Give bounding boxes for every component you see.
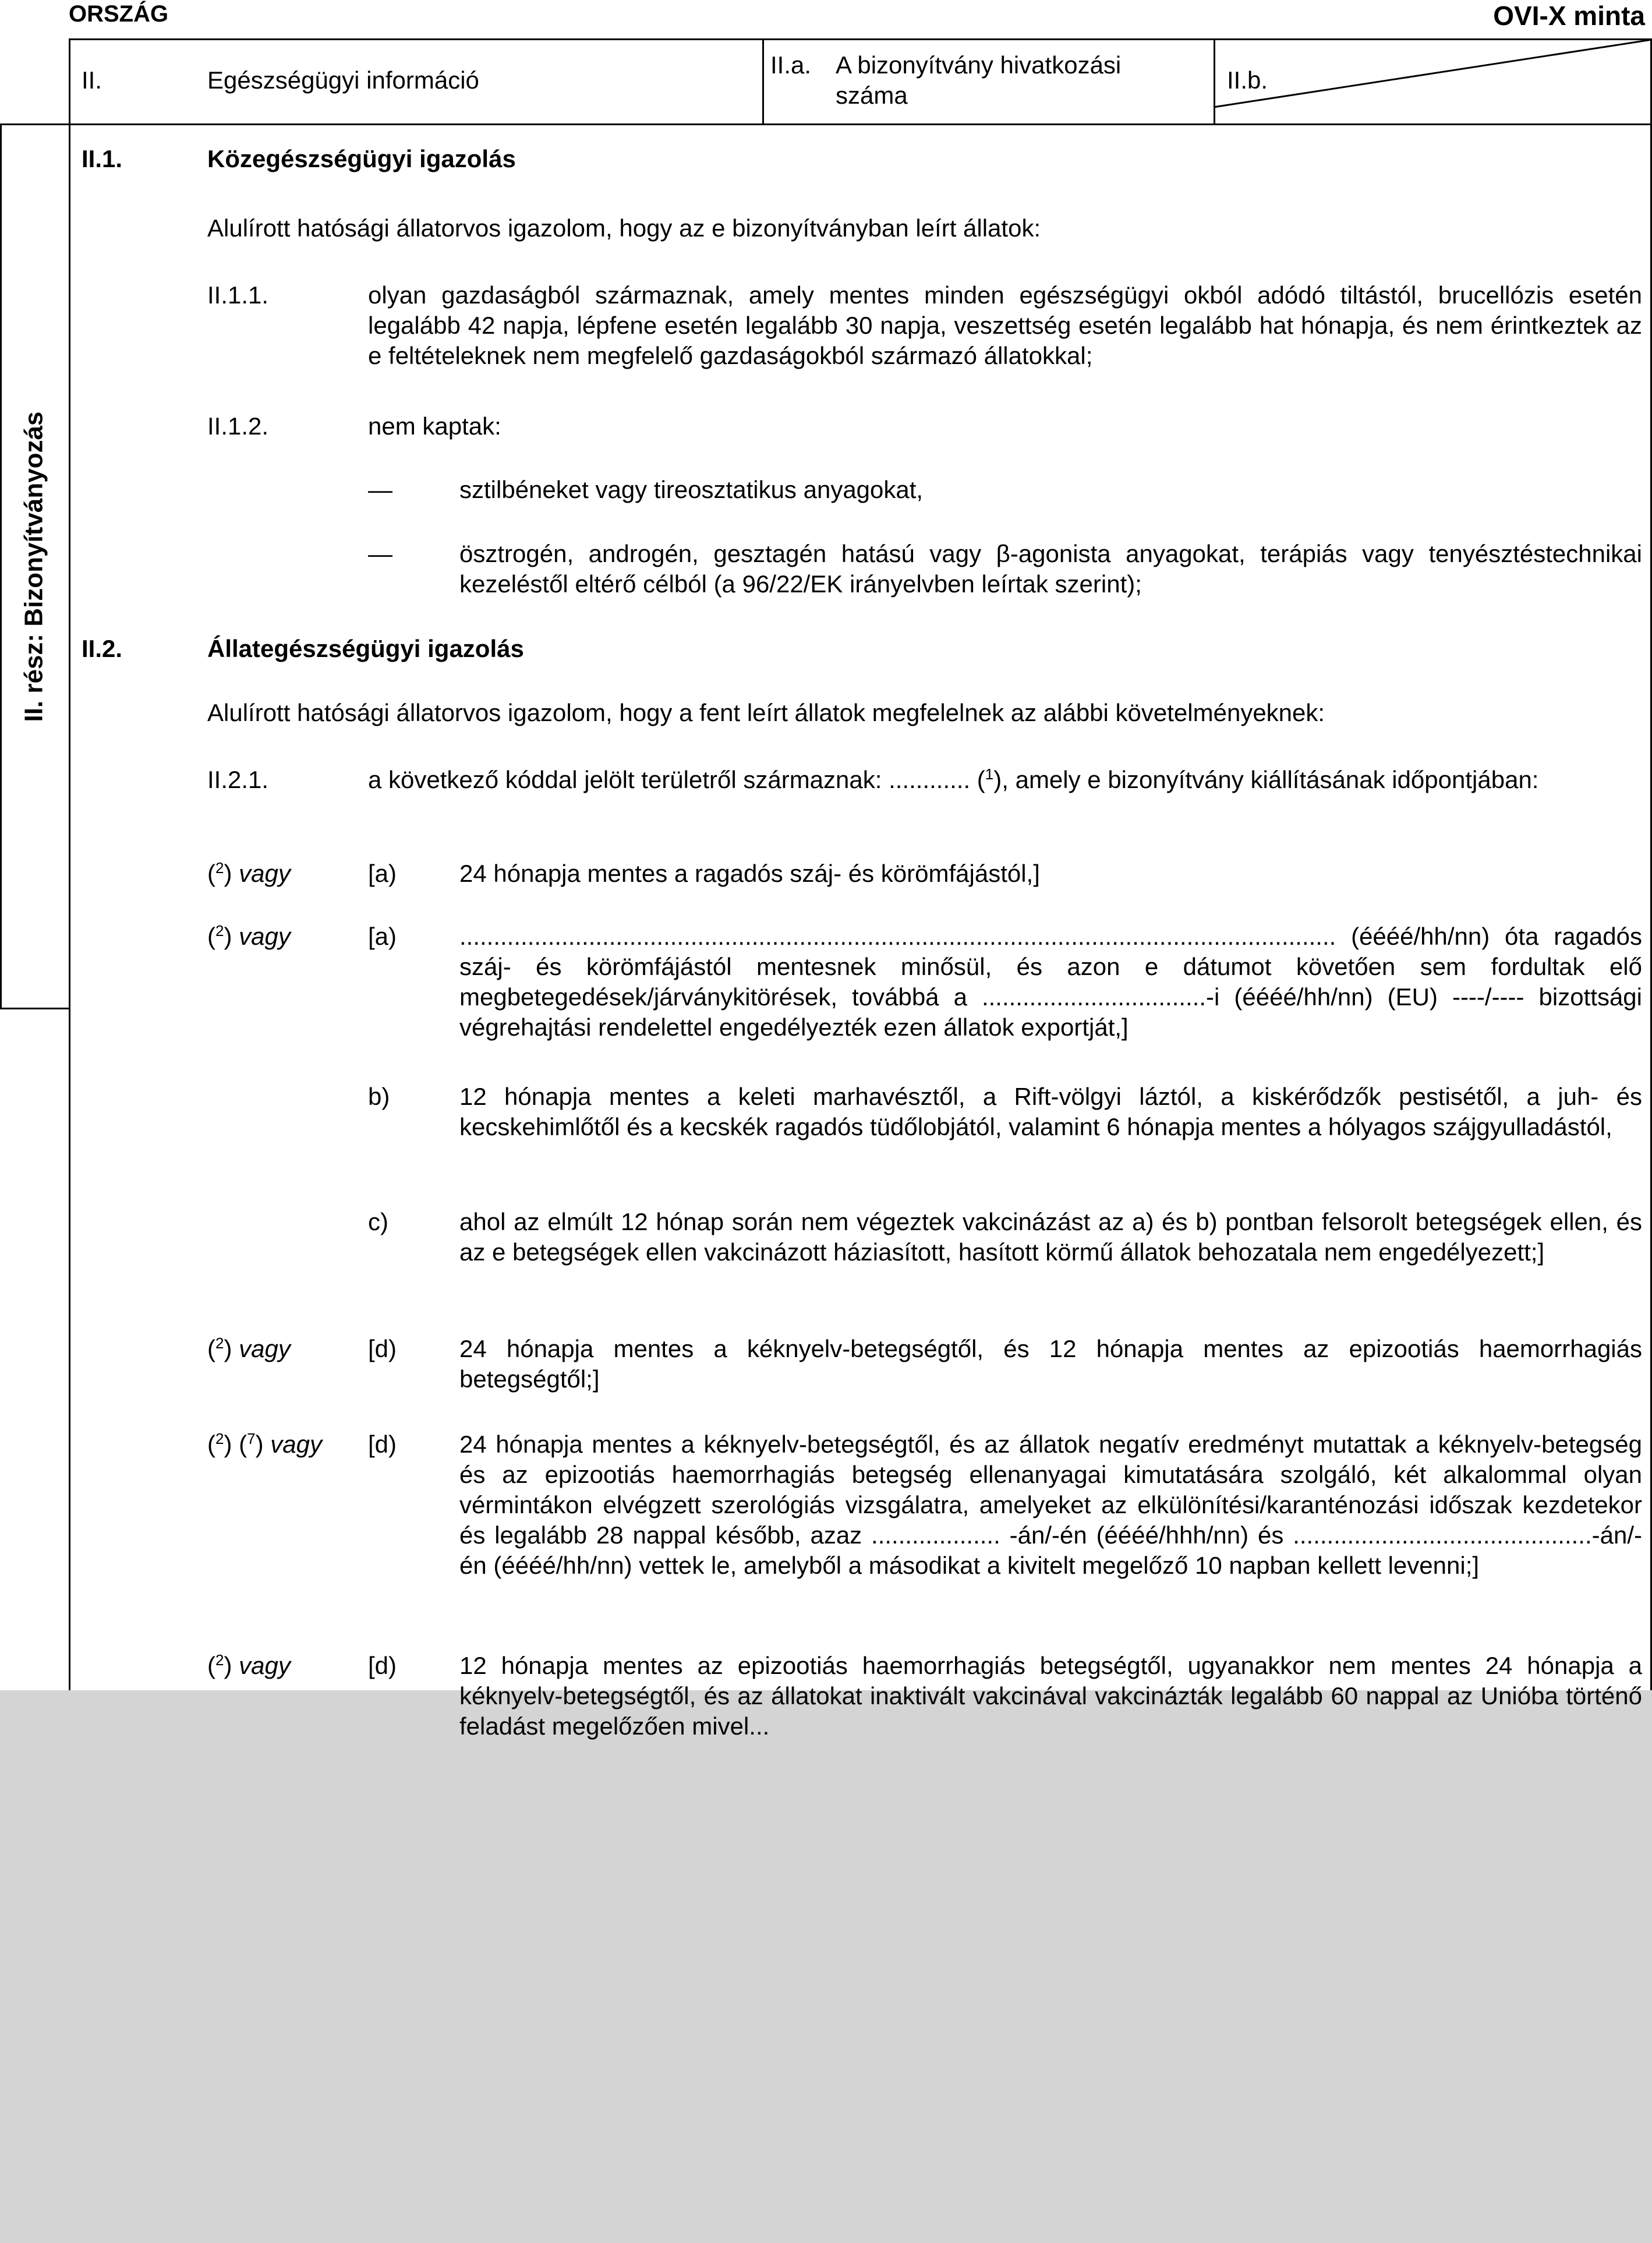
option-marker: ($^2$) vagy: [207, 1334, 291, 1362]
clause-2-1-text: a következő kóddal jelölt területről származnak: ............ ($^1$), amely e bizonyítvány kiállításának időpontjában:: [368, 765, 1539, 793]
option-marker: ($^2$) vagy: [207, 922, 291, 950]
section-2-title: Állategészségügyi igazolás: [207, 635, 524, 662]
reference-field-label: A bizonyítvány hivatkozási száma: [836, 51, 1122, 109]
option-2-letter: [a): [368, 923, 397, 950]
bullet-2-text: ösztrogén, androgén, gesztagén hatású vagy β-agonista anyagokat, terápiás vagy tenyésztéstechnikai kezeléstől eltérő célból (a 96/22/EK irányelvben leírtak szerint);: [459, 540, 1642, 598]
country-label: ORSZÁG: [69, 1, 169, 27]
clause-1-2-number: II.1.2.: [207, 412, 269, 440]
clause-2-1-number: II.2.1.: [207, 766, 269, 793]
clause-1-2-text: nem kaptak:: [368, 412, 501, 440]
option-1-letter: [a): [368, 860, 397, 887]
header-diagonal-line: [1214, 38, 1652, 125]
option-3-text: 24 hónapja mentes a kéknyelv-betegségtől, és 12 hónapja mentes az epizootiás haemorrhagiás betegségtől;]: [459, 1335, 1642, 1393]
section-2-number: II.2.: [82, 635, 123, 662]
section-number: II.: [82, 66, 102, 94]
item-c-text: ahol az elmúlt 12 hónap során nem végeztek vakcinázást az a) és b) pontban felsorolt betegségek ellen, és az e betegségek ellen vakcinázott háziasított, hasított körmű állatok behozatala nem engedélyezett;]: [459, 1208, 1642, 1266]
model-label: OVI-X minta: [1493, 1, 1645, 31]
section-1-title: Közegészségügyi igazolás: [207, 145, 516, 172]
item-c-letter: c): [368, 1208, 388, 1235]
section-2-intro: Alulírott hatósági állatorvos igazolom, hogy a fent leírt állatok megfelelnek az alábbi követelményeknek:: [207, 699, 1325, 726]
side-label: II. rész: Bizonyítványozás: [20, 411, 48, 722]
section-1-intro: Alulírott hatósági állatorvos igazolom, hogy az e bizonyítványban leírt állatok:: [207, 214, 1041, 242]
item-b-letter: b): [368, 1083, 390, 1110]
bullet-1-text: sztilbéneket vagy tireosztatikus anyagokat,: [459, 476, 924, 503]
bullet-dash: —: [368, 476, 392, 503]
option-5-letter: [d): [368, 1652, 397, 1679]
option-5-text: 12 hónapja mentes az epizootiás haemorrhagiás betegségtől, ugyanakkor nem mentes 24 hónapja a kéknyelv-betegségtől, és az állatokat inaktivált vakcinával vakcinázták legalább 60 nappal az Unióba történő feladást megelőzően mivel...: [459, 1652, 1642, 1740]
header-divider-1: [762, 38, 764, 125]
left-border: [69, 38, 70, 1690]
option-4-text: 24 hónapja mentes a kéknyelv-betegségtől, és az állatok negatív eredményt mutattak a kéknyelv-betegség és az epizootiás haemorrhagiás betegség ellenanyagai kimutatására szolgáló, két alkalommal olyan vérmintákon elvégzett szerológiás vizsgálatra, amelyeket az elkülönítési/karanténozási időszak kezdetekor és legalább 28 nappal később, azaz ................... -án/-én (éééé/hhh/nn) és ............................................-án/-én (éééé/hh/nn) vettek le, amelyből a másodikat a kivitelt megelőző 10 napban kellett levenni;]: [459, 1430, 1642, 1579]
option-marker: ($^2$) vagy: [207, 1651, 291, 1679]
clause-1-1-number: II.1.1.: [207, 281, 269, 309]
option-2-text: ................................................................................................................................. (éééé/hh/nn) óta ragadós száj- és körömfájástól mentesnek minősül, és azon e dátumot követően sem fordultak elő megbetegedések/járványkitörések, továbbá a .................................-i (éééé/hh/nn) (EU) ----/---- bizottsági végrehajtási rendelettel engedélyezték ezen állatok exportját,]: [459, 923, 1642, 1041]
option-1-text: 24 hónapja mentes a ragadós száj- és körömfájástól,]: [459, 860, 1040, 887]
bullet-dash: —: [368, 540, 392, 567]
option-3-letter: [d): [368, 1335, 397, 1362]
clause-1-1-text: olyan gazdaságból származnak, amely mentes minden egészségügyi okból adódó tiltástól, brucellózis esetén legalább 42 napja, lépfene esetén legalább 30 napja, veszettség esetén legalább hat hónapja, és nem érintkeztek az e feltételeknek nem megfelelő gazdaságokból származó állatokkal;: [368, 281, 1642, 369]
section-1-number: II.1.: [82, 145, 123, 172]
option-marker: ($^2$) vagy: [207, 859, 291, 887]
reference-b-label: II.b.: [1227, 66, 1268, 94]
reference-number-label: II.a.: [770, 51, 812, 79]
option-marker: ($^2$) ($^7$) vagy: [207, 1430, 322, 1458]
section-title: Egészségügyi információ: [207, 66, 479, 94]
item-b-text: 12 hónapja mentes a keleti marhavésztől, a Rift-völgyi láztól, a kiskérődzők pestisétől, a juh- és kecskehimlőtől és a kecskék ragadós tüdőlobjától, valamint 6 hónapja mentes a hólyagos szájgyulladástól,: [459, 1083, 1642, 1140]
option-4-letter: [d): [368, 1430, 397, 1458]
